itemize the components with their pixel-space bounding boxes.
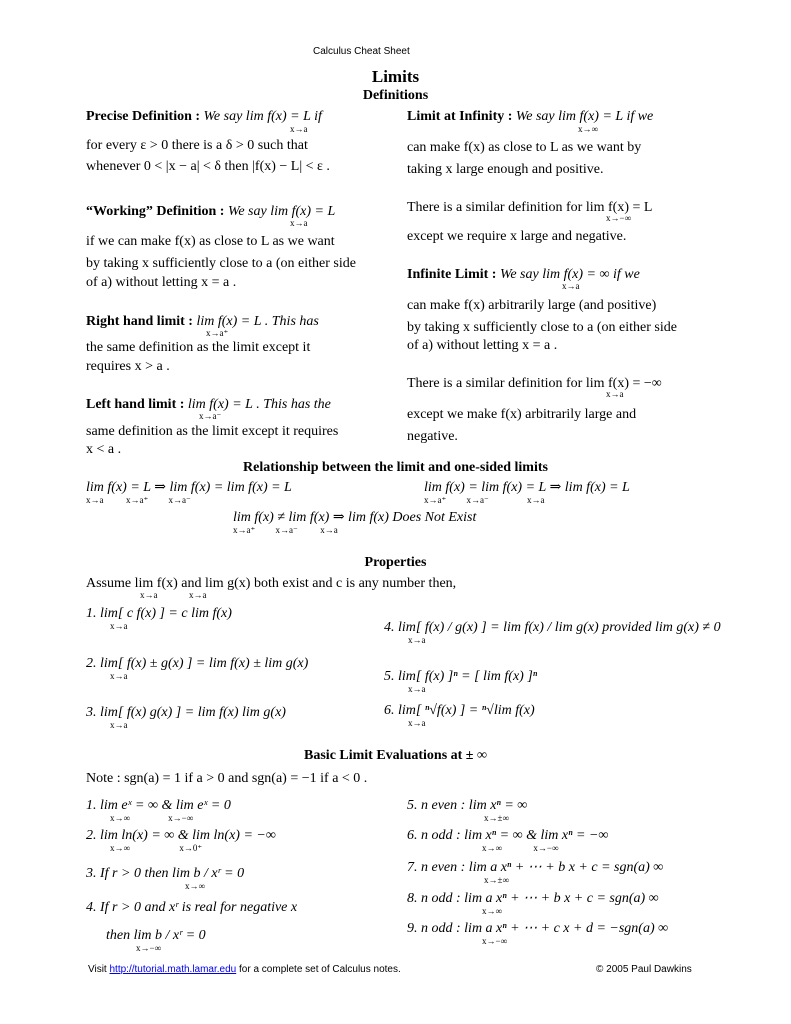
basic-6-sub: x→∞ x→−∞ bbox=[482, 843, 559, 853]
basic-5-sub: x→±∞ bbox=[484, 813, 509, 823]
precise-label: Precise Definition : bbox=[86, 109, 201, 124]
limit-at-infinity bbox=[407, 108, 653, 126]
property-5: 5. lim[ f(x) ]ⁿ = [ lim f(x) ]ⁿ bbox=[384, 669, 538, 684]
right-line1: lim f(x) = L . This has bbox=[196, 314, 319, 329]
infinite-sub: x→a bbox=[562, 281, 580, 291]
relationship-eq3-sub: x→a⁺ x→a⁻ x→a bbox=[233, 525, 338, 535]
similar-definition-1: There is a similar definition for lim f(x) = L bbox=[407, 200, 653, 215]
working-line2: if we can make f(x) as close to L as we want bbox=[86, 234, 335, 249]
working-line1: We say lim f(x) = L bbox=[227, 204, 336, 219]
relationship-eq3: lim f(x) ≠ lim f(x) ⇒ lim f(x) Does Not Exist bbox=[233, 510, 477, 525]
footer-rest: for a complete set of Calculus notes. bbox=[239, 964, 401, 975]
footer-note bbox=[88, 964, 401, 977]
property-2: 2. lim[ f(x) ± g(x) ] = lim f(x) ± lim g(x) bbox=[86, 656, 309, 671]
precise-line3: whenever 0 < |x − a| < δ then |f(x) − L| < ε . bbox=[86, 159, 330, 174]
basic-2-sub: x→∞ x→0⁺ bbox=[110, 843, 203, 853]
properties-assume-sub: x→a x→a bbox=[140, 590, 207, 600]
left-label: Left hand limit : bbox=[86, 397, 185, 412]
basic-8: 8. n odd : lim a xⁿ + ⋯ + b x + c = sgn(a) ∞ bbox=[407, 891, 659, 906]
property-3-sub: x→a bbox=[110, 720, 128, 730]
right-label: Right hand limit : bbox=[86, 314, 193, 329]
basic-note: Note : sgn(a) = 1 if a > 0 and sgn(a) = −1 if a < 0 . bbox=[86, 771, 368, 786]
basic-1: 1. lim eˣ = ∞ & lim eˣ = 0 bbox=[86, 798, 231, 813]
working-line4: of a) without letting x = a . bbox=[86, 275, 237, 290]
basic-2: 2. lim ln(x) = ∞ & lim ln(x) = −∞ bbox=[86, 828, 276, 843]
property-1-sub: x→a bbox=[110, 621, 128, 631]
infinity-line3: taking x large enough and positive. bbox=[407, 162, 604, 177]
basic-5: 5. n even : lim xⁿ = ∞ bbox=[407, 798, 528, 813]
basic-heading: Basic Limit Evaluations at ± ∞ bbox=[304, 748, 487, 763]
infinite-line4: of a) without letting x = a . bbox=[407, 338, 558, 353]
relationship-eq1: lim f(x) = L ⇒ lim f(x) = lim f(x) = L bbox=[86, 480, 292, 495]
infinite-line2: can make f(x) arbitrarily large (and positive) bbox=[407, 298, 657, 313]
infinite-limit bbox=[407, 266, 640, 284]
page-header: Calculus Cheat Sheet bbox=[313, 46, 410, 57]
basic-8-sub: x→∞ bbox=[482, 906, 502, 916]
infinite-line3: by taking x sufficiently close to a (on either side bbox=[407, 320, 677, 335]
property-3: 3. lim[ f(x) g(x) ] = lim f(x) lim g(x) bbox=[86, 705, 286, 720]
left-line3: x < a . bbox=[86, 442, 122, 457]
precise-line1: We say lim f(x) = L if bbox=[203, 109, 322, 124]
similar2-line3: negative. bbox=[407, 429, 458, 444]
basic-3-sub: x→∞ bbox=[185, 881, 205, 891]
working-line3: by taking x sufficiently close to a (on either side bbox=[86, 256, 356, 271]
property-2-sub: x→a bbox=[110, 671, 128, 681]
right-sub: x→a⁺ bbox=[206, 328, 229, 338]
left-line1: lim f(x) = L . This has the bbox=[187, 397, 331, 412]
infinity-line1: We say lim f(x) = L if we bbox=[515, 109, 654, 124]
precise-sub: x→a bbox=[290, 124, 308, 134]
working-sub: x→a bbox=[290, 218, 308, 228]
infinite-line1: We say lim f(x) = ∞ if we bbox=[499, 267, 640, 282]
right-line2: the same definition as the limit except it bbox=[86, 340, 311, 355]
basic-4b: then lim b / xʳ = 0 bbox=[106, 928, 206, 943]
basic-6: 6. n odd : lim xⁿ = ∞ & lim xⁿ = −∞ bbox=[407, 828, 609, 843]
definitions-heading: Definitions bbox=[362, 88, 429, 103]
property-6-sub: x→a bbox=[408, 718, 426, 728]
basic-4a: 4. If r > 0 and xʳ is real for negative x bbox=[86, 900, 298, 915]
similar1-sub: x→−∞ bbox=[606, 213, 631, 223]
relationship-eq1-sub: x→a x→a⁺ x→a⁻ bbox=[86, 495, 191, 505]
working-label: “Working” Definition : bbox=[86, 204, 225, 219]
relationship-eq2: lim f(x) = lim f(x) = L ⇒ lim f(x) = L bbox=[424, 480, 630, 495]
precise-line2: for every ε > 0 there is a δ > 0 such that bbox=[86, 138, 308, 153]
infinity-sub: x→∞ bbox=[578, 124, 598, 134]
basic-1-sub: x→∞ x→−∞ bbox=[110, 813, 194, 823]
infinity-line2: can make f(x) as close to L as we want by bbox=[407, 140, 642, 155]
similar2-line2: except we make f(x) arbitrarily large and bbox=[407, 407, 637, 422]
properties-heading: Properties bbox=[364, 555, 427, 570]
infinite-label: Infinite Limit : bbox=[407, 267, 497, 282]
basic-9: 9. n odd : lim a xⁿ + ⋯ + c x + d = −sgn(a) ∞ bbox=[407, 921, 669, 936]
right-hand-limit bbox=[86, 313, 319, 331]
basic-7-sub: x→±∞ bbox=[484, 875, 509, 885]
footer-copyright: © 2005 Paul Dawkins bbox=[596, 964, 692, 975]
similar2-sub: x→a bbox=[606, 389, 624, 399]
basic-9-sub: x→−∞ bbox=[482, 936, 507, 946]
property-4: 4. lim[ f(x) / g(x) ] = lim f(x) / lim g(x) provided lim g(x) ≠ 0 bbox=[384, 620, 721, 635]
basic-4-sub: x→−∞ bbox=[136, 943, 161, 953]
relationship-eq2-sub: x→a⁺ x→a⁻ x→a bbox=[424, 495, 545, 505]
precise-definition bbox=[86, 108, 322, 126]
similar1-line2: except we require x large and negative. bbox=[407, 229, 627, 244]
basic-3: 3. If r > 0 then lim b / xʳ = 0 bbox=[86, 866, 245, 881]
property-6: 6. lim[ ⁿ√f(x) ] = ⁿ√lim f(x) bbox=[384, 703, 535, 718]
property-5-sub: x→a bbox=[408, 684, 426, 694]
left-line2: same definition as the limit except it requires bbox=[86, 424, 339, 439]
property-4-sub: x→a bbox=[408, 635, 426, 645]
properties-assume: Assume lim f(x) and lim g(x) both exist and c is any number then, bbox=[86, 576, 457, 591]
left-sub: x→a⁻ bbox=[199, 411, 222, 421]
similar-definition-2: There is a similar definition for lim f(x) = −∞ bbox=[407, 376, 662, 391]
property-1: 1. lim[ c f(x) ] = c lim f(x) bbox=[86, 606, 232, 621]
right-line3: requires x > a . bbox=[86, 359, 170, 374]
infinity-label: Limit at Infinity : bbox=[407, 109, 513, 124]
basic-7: 7. n even : lim a xⁿ + ⋯ + b x + c = sgn(a) ∞ bbox=[407, 860, 664, 875]
footer-visit: Visit bbox=[88, 964, 107, 975]
footer-link[interactable]: http://tutorial.math.lamar.edu bbox=[109, 964, 237, 975]
page-title: Limits bbox=[371, 67, 420, 86]
relationship-heading: Relationship between the limit and one-sided limits bbox=[243, 460, 548, 475]
